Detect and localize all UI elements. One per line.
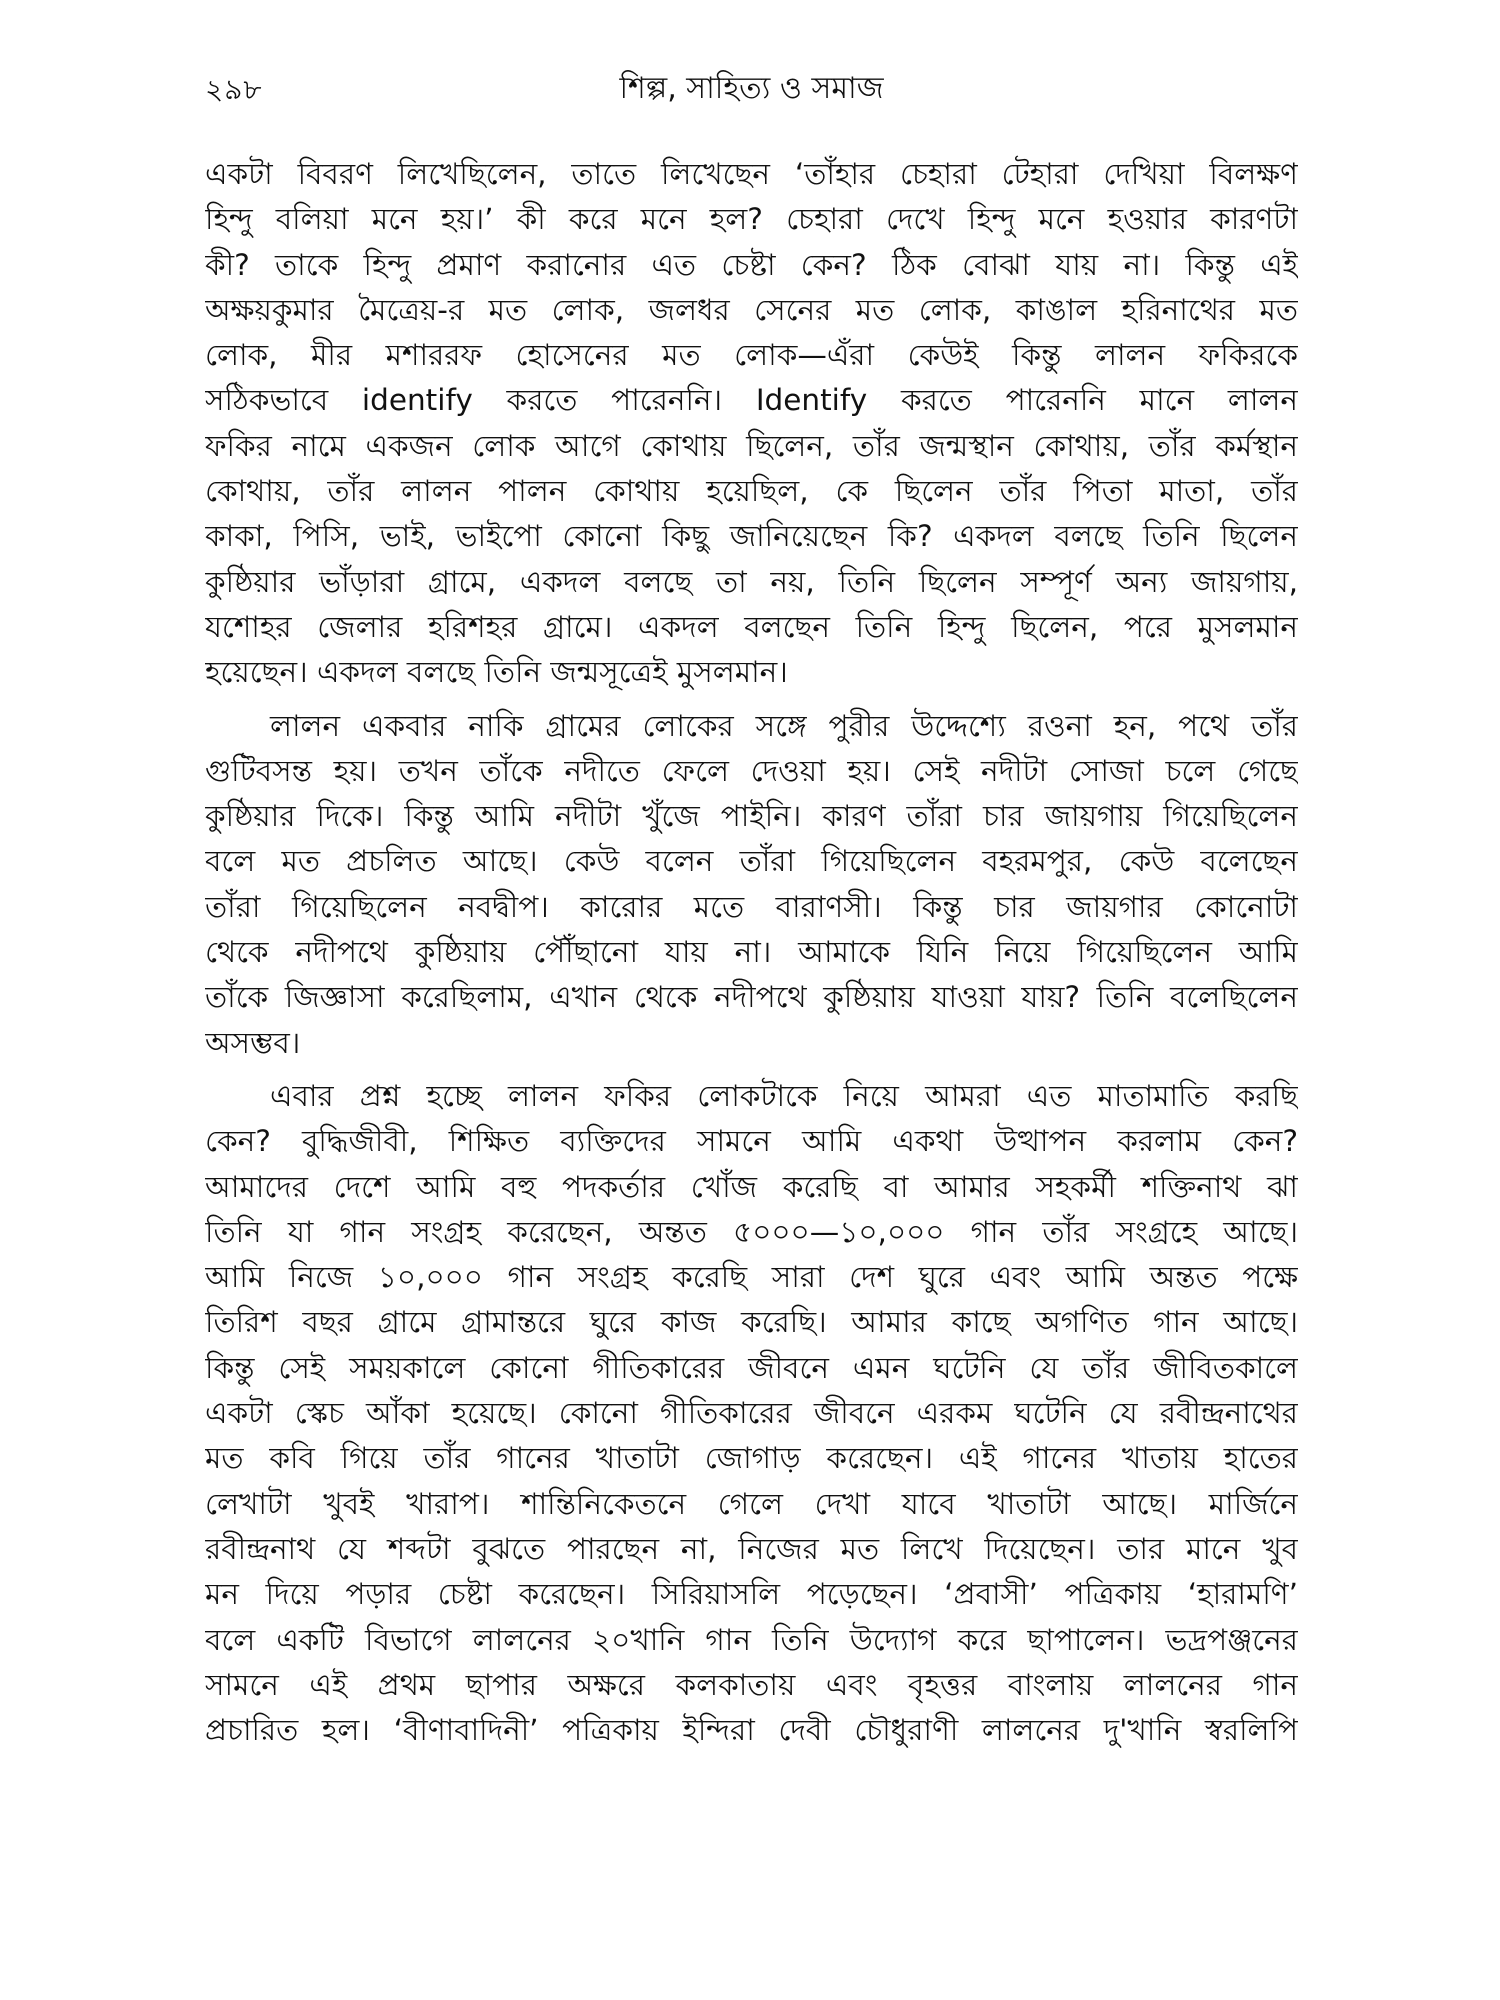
text-line: এবার প্রশ্ন হচ্ছে লালন ফকির লোকটাকে নিয়ে আমরা এত মাতামাতি করছি [270,1078,1298,1113]
running-title: শিল্প, সাহিত্য ও সমাজ [619,71,884,106]
text-line: থেকে নদীপথে কুষ্ঠিয়ায় পৌঁছানো যায় না। আমাকে যিনি নিয়ে গিয়েছিলেন আমি [205,935,1298,970]
page-number: ২৯৮ [205,73,263,106]
text-line: কিন্তু সেই সময়কালে কোনো গীতিকারের জীবনে এমন ঘটেনি যে তাঁর জীবিতকালে [205,1350,1298,1385]
text-line: অসম্ভব। [205,1025,301,1060]
text-line: গুটিবসন্ত হয়। তখন তাঁকে নদীতে ফেলে দেওয়া হয়। সেই নদীটা সোজা চলে গেছে [205,753,1298,788]
text-line: লেখাটা খুবই খারাপ। শান্তিনিকেতনে গেলে দেখা যাবে খাতাটা আছে। মার্জিনে [205,1486,1298,1521]
text-line: কাকা, পিসি, ভাই, ভাইপো কোনো কিছু জানিয়েছেন কি? একদল বলছে তিনি ছিলেন [205,519,1298,554]
text-line: তিরিশ বছর গ্রামে গ্রামান্তরে ঘুরে কাজ করেছি। আমার কাছে অগণিত গান আছে। [205,1305,1298,1340]
text-line: তাঁকে জিজ্ঞাসা করেছিলাম, এখান থেকে নদীপথে কুষ্ঠিয়ায় যাওয়া যায়? তিনি বলেছিলেন [205,980,1298,1015]
text-line: কী? তাকে হিন্দু প্রমাণ করানোর এত চেষ্টা কেন? ঠিক বোঝা যায় না। কিন্তু এই [205,247,1298,282]
paragraph [205,704,1298,1066]
text-line: মন দিয়ে পড়ার চেষ্টা করেছেন। সিরিয়াসলি পড়েছেন। ‘প্রবাসী’ পত্রিকায় ‘হারামণি’ [205,1577,1298,1612]
text-line: রবীন্দ্রনাথ যে শব্দটা বুঝতে পারছেন না, নিজের মত লিখে দিয়েছেন। তার মানে খুব [205,1531,1298,1566]
text-line: মত কবি গিয়ে তাঁর গানের খাতাটা জোগাড় করেছেন। এই গানের খাতায় হাতের [205,1441,1298,1476]
text-line: লালন একবার নাকি গ্রামের লোকের সঙ্গে পুরীর উদ্দেশ্যে রওনা হন, পথে তাঁর [270,708,1298,743]
text-line: কুষ্ঠিয়ার দিকে। কিন্তু আমি নদীটা খুঁজে পাইনি। কারণ তাঁরা চার জায়গায় গিয়েছিলেন [205,799,1298,834]
text-line: আমাদের দেশে আমি বহু পদকর্তার খোঁজ করেছি বা আমার সহকর্মী শক্তিনাথ ঝা [205,1169,1298,1204]
text-line: আমি নিজে ১০,০০০ গান সংগ্রহ করেছি সারা দেশ ঘুরে এবং আমি অন্তত পক্ষে [205,1260,1298,1295]
body-text [205,152,1298,1753]
text-line: বলে মত প্রচলিত আছে। কেউ বলেন তাঁরা গিয়েছিলেন বহরমপুর, কেউ বলেছেন [205,844,1298,879]
text-line: অক্ষয়কুমার মৈত্রেয়-র মত লোক, জলধর সেনের মত লোক, কাঙাল হরিনাথের মত [205,292,1298,327]
paragraph [205,1074,1298,1753]
text-line: কুষ্ঠিয়ার ভাঁড়ারা গ্রামে, একদল বলছে তা নয়, তিনি ছিলেন সম্পূর্ণ অন্য জায়গায়, [205,564,1298,599]
text-line: তাঁরা গিয়েছিলেন নবদ্বীপ। কারোর মতে বারাণসী। কিন্তু চার জায়গার কোনোটা [205,889,1298,924]
paragraph [205,152,1298,696]
text-line: ফকির নামে একজন লোক আগে কোথায় ছিলেন, তাঁর জন্মস্থান কোথায়, তাঁর কর্মস্থান [205,428,1298,463]
text-line: একটা বিবরণ লিখেছিলেন, তাতে লিখেছেন ‘তাঁহার চেহারা টেহারা দেখিয়া বিলক্ষণ [205,157,1298,191]
text-line: হয়েছেন। একদল বলছে তিনি জন্মসূত্রেই মুসলমান। [205,655,788,690]
text-line: কেন? বুদ্ধিজীবী, শিক্ষিত ব্যক্তিদের সামনে আমি একথা উত্থাপন করলাম কেন? [205,1124,1298,1159]
text-line: বলে একটি বিভাগে লালনের ২০খানি গান তিনি উদ্যোগ করে ছাপালেন। ভদ্রপঞ্জনের [205,1622,1298,1657]
text-line: সামনে এই প্রথম ছাপার অক্ষরে কলকাতায় এবং বৃহত্তর বাংলায় লালনের গান [205,1667,1298,1702]
text-line: লোক, মীর মশাররফ হোসেনের মত লোক—এঁরা কেউই কিন্তু লালন ফকিরকে [205,338,1298,373]
text-line: প্রচারিত হল। ‘বীণাবাদিনী’ পত্রিকায় ইন্দিরা দেবী চৌধুরাণী লালনের দু'খানি স্বরলিপি [205,1713,1298,1748]
page-header [205,64,1298,120]
text-line: তিনি যা গান সংগ্রহ করেছেন, অন্তত ৫০০০—১০,০০০ গান তাঁর সংগ্রহে আছে। [205,1214,1298,1249]
text-line: যশোহর জেলার হরিশহর গ্রামে। একদল বলছেন তিনি হিন্দু ছিলেন, পরে মুসলমান [205,609,1298,644]
text-line: হিন্দু বলিয়া মনে হয়।’ কী করে মনে হল? চেহারা দেখে হিন্দু মনে হওয়ার কারণটা [205,202,1298,237]
text-line: সঠিকভাবে identify করতে পারেননি। Identify করতে পারেননি মানে লালন [205,383,1298,418]
text-line: একটা স্কেচ আঁকা হয়েছে। কোনো গীতিকারের জীবনে এরকম ঘটেনি যে রবীন্দ্রনাথের [205,1396,1298,1431]
text-line: কোথায়, তাঁর লালন পালন কোথায় হয়েছিল, কে ছিলেন তাঁর পিতা মাতা, তাঁর [205,474,1298,509]
